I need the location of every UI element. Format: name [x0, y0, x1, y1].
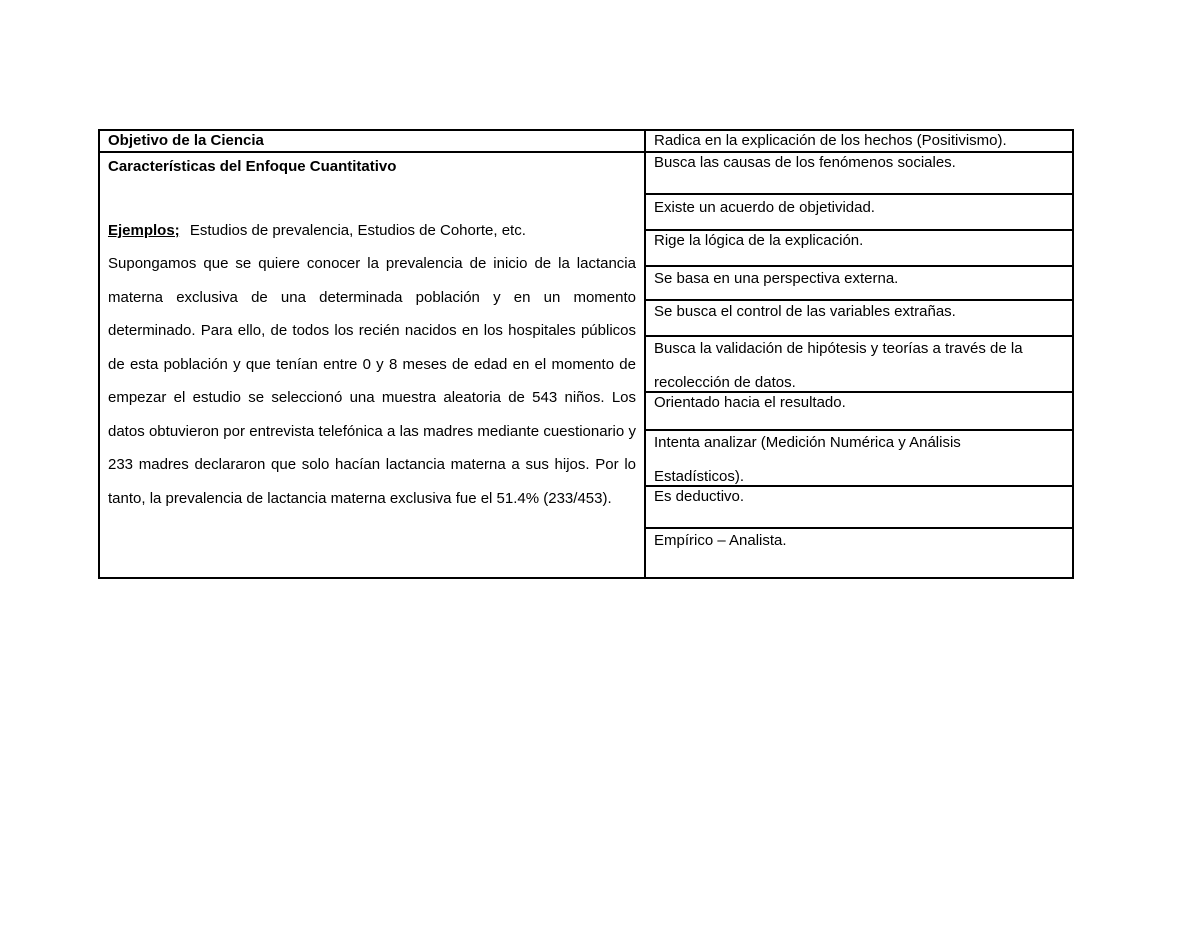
examples-label: Ejemplos; [108, 222, 180, 239]
approach-heading: Características del Enfoque Cuantitativo [108, 158, 397, 175]
examples-text: Estudios de prevalencia, Estudios de Cohorte, etc. [189, 222, 526, 239]
characteristic-text: Existe un acuerdo de objetividad. [654, 199, 875, 216]
objective-label: Objetivo de la Ciencia [100, 131, 644, 153]
characteristic-cell [646, 267, 1072, 301]
characteristic-text: Se busca el control de las variables extrañas. [654, 303, 956, 320]
objective-description-cell [646, 131, 1072, 153]
characteristic-cell [646, 529, 1072, 577]
characteristics-table [98, 129, 1074, 579]
characteristic-cell [646, 195, 1072, 231]
characteristic-cell [646, 337, 1072, 393]
examples-line [108, 221, 636, 241]
characteristic-text: Busca las causas de los fenómenos sociales. [654, 154, 956, 171]
characteristic-text-continued: recolección de datos. [654, 374, 796, 391]
characteristic-cell [646, 487, 1072, 529]
left-body [100, 153, 644, 515]
characteristic-text: Se basa en una perspectiva externa. [654, 270, 899, 287]
right-column [646, 131, 1072, 577]
characteristic-text: Intenta analizar (Medición Numérica y Análisis [654, 434, 961, 451]
characteristic-text: Rige la lógica de la explicación. [654, 232, 864, 249]
characteristic-text: Orientado hacia el resultado. [654, 394, 846, 411]
characteristic-text: Es deductivo. [654, 488, 745, 505]
objective-description: Radica en la explicación de los hechos (Positivismo). [654, 132, 1007, 149]
characteristic-cell [646, 231, 1072, 267]
characteristic-text-continued: Estadísticos). [654, 468, 745, 485]
characteristic-text: Busca la validación de hipótesis y teorías a través de la [654, 340, 1023, 357]
characteristic-cell [646, 153, 1072, 195]
left-column [100, 131, 646, 577]
characteristic-cell [646, 301, 1072, 337]
example-paragraph: Supongamos que se quiere conocer la prevalencia de inicio de la lactancia materna exclusiva de una determinada población y en un momento determinado. Para ello, de todos los recién nacidos en los hospitales públicos de esta población y que tenían entre 0 y 8 meses de edad en el momento de empezar el estudio se seleccionó una muestra aleatoria de 543 niños. Los datos obtuvieron por entrevista telefónica a las madres mediante cuestionario y 233 madres declararon que solo hacían lactancia materna a sus hijos. Por lo tanto, la prevalencia de lactancia materna exclusiva fue el 51.4% (233/453). [108, 255, 636, 507]
characteristic-cell [646, 431, 1072, 487]
characteristic-text: Empírico – Analista. [654, 532, 787, 549]
characteristic-cell [646, 393, 1072, 431]
